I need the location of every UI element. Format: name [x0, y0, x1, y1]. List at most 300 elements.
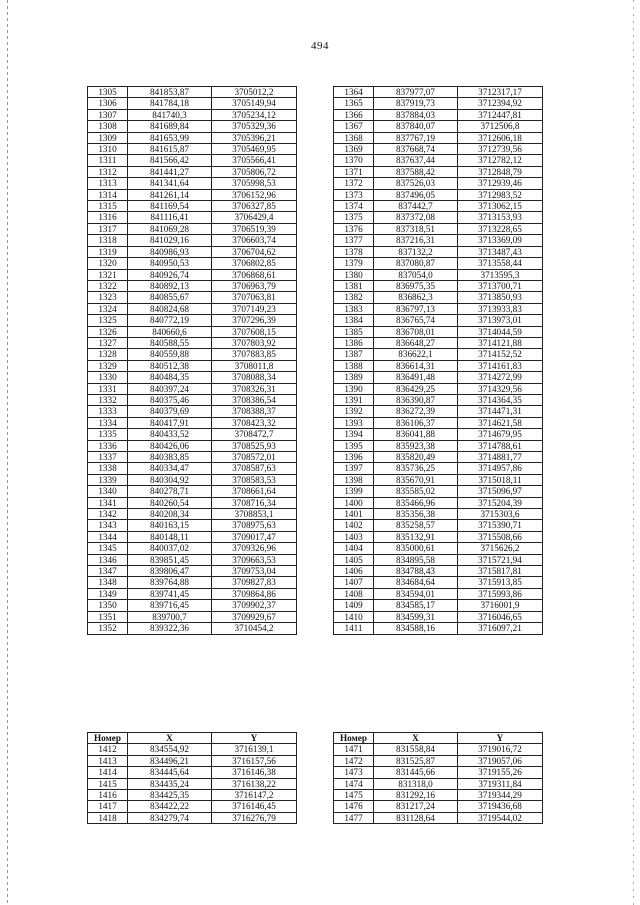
cell-number: 1407 [334, 577, 374, 588]
table-row [88, 269, 297, 280]
cell-y: 3714957,86 [458, 463, 543, 474]
table-row [334, 474, 543, 485]
table-row [334, 600, 543, 611]
cell-y: 3719155,26 [458, 767, 543, 778]
cell-number: 1413 [88, 755, 128, 766]
cell-x: 834554,92 [128, 744, 212, 755]
cell-number: 1397 [334, 463, 374, 474]
cell-number: 1330 [88, 372, 128, 383]
cell-number: 1394 [334, 429, 374, 440]
cell-number: 1375 [334, 212, 374, 223]
cell-x: 840260,54 [128, 497, 212, 508]
table-row [88, 566, 297, 577]
cell-x: 841169,54 [128, 201, 212, 212]
cell-x: 835258,57 [374, 520, 458, 531]
cell-number: 1368 [334, 132, 374, 143]
cell-number: 1379 [334, 258, 374, 269]
cell-x: 835356,38 [374, 509, 458, 520]
table-row [88, 178, 297, 189]
table-row [88, 303, 297, 314]
cell-number: 1409 [334, 600, 374, 611]
cell-y: 3705469,95 [212, 144, 297, 155]
cell-y: 3712782,12 [458, 155, 543, 166]
table-row [334, 429, 543, 440]
cell-y: 3705012,2 [212, 87, 297, 98]
cell-x: 836708,01 [374, 326, 458, 337]
cell-y: 3708525,93 [212, 440, 297, 451]
table-row [88, 577, 297, 588]
cell-x: 836429,25 [374, 383, 458, 394]
cell-y: 3709864,86 [212, 588, 297, 599]
cell-y: 3709827,83 [212, 577, 297, 588]
cell-y: 3706429,4 [212, 212, 297, 223]
cell-x: 834496,21 [128, 755, 212, 766]
cell-number: 1378 [334, 246, 374, 257]
cell-x: 835000,61 [374, 543, 458, 554]
cell-x: 834445,64 [128, 767, 212, 778]
table-body [334, 87, 543, 635]
table-row [334, 440, 543, 451]
cell-x: 837496,05 [374, 189, 458, 200]
cell-number: 1307 [88, 109, 128, 120]
table-row [334, 778, 543, 789]
cell-number: 1365 [334, 98, 374, 109]
table-row [334, 417, 543, 428]
cell-x: 841341,64 [128, 178, 212, 189]
cell-y: 3719057,06 [458, 755, 543, 766]
cell-x: 835466,96 [374, 497, 458, 508]
cell-x: 834279,74 [128, 812, 212, 823]
cell-x: 831445,66 [374, 767, 458, 778]
cell-y: 3708011,8 [212, 360, 297, 371]
cell-number: 1399 [334, 486, 374, 497]
cell-number: 1376 [334, 223, 374, 234]
table-row [88, 801, 297, 812]
cell-y: 3714121,88 [458, 337, 543, 348]
cell-number: 1329 [88, 360, 128, 371]
table-row [88, 744, 297, 755]
cell-number: 1475 [334, 790, 374, 801]
cell-y: 3713700,71 [458, 280, 543, 291]
cell-number: 1393 [334, 417, 374, 428]
cell-number: 1342 [88, 509, 128, 520]
cell-y: 3716046,65 [458, 611, 543, 622]
cell-number: 1369 [334, 144, 374, 155]
cell-x: 841566,42 [128, 155, 212, 166]
cell-y: 3714152,52 [458, 349, 543, 360]
cell-x: 840986,93 [128, 246, 212, 257]
cell-number: 1400 [334, 497, 374, 508]
cell-x: 840660,6 [128, 326, 212, 337]
cell-number: 1372 [334, 178, 374, 189]
cell-x: 836862,3 [374, 292, 458, 303]
cell-y: 3714161,83 [458, 360, 543, 371]
table [87, 732, 297, 824]
cell-x: 840950,53 [128, 258, 212, 269]
cell-number: 1321 [88, 269, 128, 280]
cell-number: 1405 [334, 554, 374, 565]
cell-number: 1383 [334, 303, 374, 314]
coordinates-table-top-left [87, 86, 297, 635]
cell-number: 1416 [88, 790, 128, 801]
cell-x: 837588,42 [374, 166, 458, 177]
header-x: X [128, 733, 212, 744]
cell-number: 1344 [88, 531, 128, 542]
cell-number: 1347 [88, 566, 128, 577]
cell-x: 834788,43 [374, 566, 458, 577]
table-body [88, 87, 297, 635]
cell-x: 836648,27 [374, 337, 458, 348]
cell-number: 1389 [334, 372, 374, 383]
cell-x: 840559,88 [128, 349, 212, 360]
table-row [88, 394, 297, 405]
cell-x: 837526,03 [374, 178, 458, 189]
cell-x: 837668,74 [374, 144, 458, 155]
cell-number: 1350 [88, 600, 128, 611]
table-row [88, 132, 297, 143]
cell-x: 837840,07 [374, 121, 458, 132]
table-row [88, 246, 297, 257]
header-y: Y [212, 733, 297, 744]
cell-x: 840375,46 [128, 394, 212, 405]
cell-x: 840855,67 [128, 292, 212, 303]
cell-number: 1305 [88, 87, 128, 98]
cell-number: 1328 [88, 349, 128, 360]
cell-number: 1340 [88, 486, 128, 497]
table-row [334, 166, 543, 177]
table-row [334, 337, 543, 348]
cell-x: 840512,38 [128, 360, 212, 371]
cell-y: 3715913,85 [458, 577, 543, 588]
cell-x: 831318,0 [374, 778, 458, 789]
cell-y: 3719544,02 [458, 812, 543, 823]
cell-y: 3714471,31 [458, 406, 543, 417]
table [333, 732, 543, 824]
cell-number: 1320 [88, 258, 128, 269]
table-row [334, 303, 543, 314]
cell-number: 1335 [88, 429, 128, 440]
cell-x: 837977,07 [374, 87, 458, 98]
table-row [88, 790, 297, 801]
cell-number: 1343 [88, 520, 128, 531]
cell-y: 3715204,39 [458, 497, 543, 508]
cell-y: 3713369,09 [458, 235, 543, 246]
cell-number: 1380 [334, 269, 374, 280]
table-row [88, 121, 297, 132]
cell-x: 840426,06 [128, 440, 212, 451]
table-row [88, 767, 297, 778]
page-number: 494 [311, 40, 329, 52]
cell-x: 840163,15 [128, 520, 212, 531]
cell-y: 3708587,63 [212, 463, 297, 474]
cell-x: 840588,55 [128, 337, 212, 348]
table-row [334, 577, 543, 588]
cell-number: 1316 [88, 212, 128, 223]
table-row [88, 588, 297, 599]
cell-x: 835736,25 [374, 463, 458, 474]
cell-y: 3716146,45 [212, 801, 297, 812]
cell-number: 1324 [88, 303, 128, 314]
table-row [334, 235, 543, 246]
cell-y: 3708472,7 [212, 429, 297, 440]
cell-y: 3715993,86 [458, 588, 543, 599]
table-row [334, 790, 543, 801]
cell-y: 3708661,64 [212, 486, 297, 497]
table-row [334, 144, 543, 155]
cell-x: 835585,02 [374, 486, 458, 497]
cell-x: 834588,16 [374, 623, 458, 634]
table-row [334, 315, 543, 326]
cell-x: 835820,49 [374, 452, 458, 463]
cell-y: 3712506,8 [458, 121, 543, 132]
cell-y: 3719311,84 [458, 778, 543, 789]
table-row [334, 554, 543, 565]
cell-number: 1348 [88, 577, 128, 588]
cell-y: 3716157,56 [212, 755, 297, 766]
table-row [334, 258, 543, 269]
table-row [88, 452, 297, 463]
cell-y: 3712447,81 [458, 109, 543, 120]
cell-y: 3705566,41 [212, 155, 297, 166]
table-row [334, 360, 543, 371]
table-row [334, 566, 543, 577]
cell-x: 837884,03 [374, 109, 458, 120]
cell-x: 841069,28 [128, 223, 212, 234]
table-row [334, 383, 543, 394]
cell-y: 3709929,67 [212, 611, 297, 622]
cell-number: 1404 [334, 543, 374, 554]
table-row [334, 497, 543, 508]
cell-number: 1364 [334, 87, 374, 98]
cell-x: 837132,2 [374, 246, 458, 257]
cell-x: 840926,74 [128, 269, 212, 280]
cell-y: 3712939,46 [458, 178, 543, 189]
table-row [88, 155, 297, 166]
cell-y: 3714272,99 [458, 372, 543, 383]
cell-x: 840892,13 [128, 280, 212, 291]
table-row [334, 212, 543, 223]
table-row [88, 98, 297, 109]
cell-number: 1349 [88, 588, 128, 599]
cell-number: 1387 [334, 349, 374, 360]
table-row [334, 486, 543, 497]
cell-x: 836614,31 [374, 360, 458, 371]
table-row [334, 178, 543, 189]
cell-y: 3714788,61 [458, 440, 543, 451]
cell-y: 3707296,39 [212, 315, 297, 326]
cell-x: 837318,51 [374, 223, 458, 234]
cell-y: 3708423,32 [212, 417, 297, 428]
cell-number: 1410 [334, 611, 374, 622]
cell-number: 1406 [334, 566, 374, 577]
cell-y: 3709663,53 [212, 554, 297, 565]
cell-x: 841441,27 [128, 166, 212, 177]
cell-number: 1474 [334, 778, 374, 789]
cell-y: 3714881,77 [458, 452, 543, 463]
cell-y: 3716138,22 [212, 778, 297, 789]
cell-x: 836765,74 [374, 315, 458, 326]
cell-y: 3716097,21 [458, 623, 543, 634]
cell-x: 837767,19 [374, 132, 458, 143]
cell-y: 3714044,59 [458, 326, 543, 337]
cell-number: 1382 [334, 292, 374, 303]
cell-number: 1367 [334, 121, 374, 132]
cell-number: 1374 [334, 201, 374, 212]
cell-y: 3712848,79 [458, 166, 543, 177]
cell-y: 3708716,34 [212, 497, 297, 508]
cell-x: 834599,31 [374, 611, 458, 622]
cell-x: 841116,41 [128, 212, 212, 223]
cell-number: 1337 [88, 452, 128, 463]
cell-y: 3716276,79 [212, 812, 297, 823]
cell-x: 835132,91 [374, 531, 458, 542]
cell-x: 841029,16 [128, 235, 212, 246]
table-row [88, 349, 297, 360]
table-row [88, 429, 297, 440]
cell-number: 1341 [88, 497, 128, 508]
cell-number: 1331 [88, 383, 128, 394]
cell-y: 3715817,81 [458, 566, 543, 577]
cell-x: 835923,38 [374, 440, 458, 451]
table-row [88, 531, 297, 542]
cell-y: 3708583,53 [212, 474, 297, 485]
cell-y: 3716001,9 [458, 600, 543, 611]
cell-x: 841784,18 [128, 98, 212, 109]
cell-number: 1408 [334, 588, 374, 599]
cell-number: 1418 [88, 812, 128, 823]
cell-y: 3716139,1 [212, 744, 297, 755]
cell-number: 1314 [88, 189, 128, 200]
table-row [334, 623, 543, 634]
table-row [88, 235, 297, 246]
cell-number: 1346 [88, 554, 128, 565]
cell-number: 1391 [334, 394, 374, 405]
table-row [334, 280, 543, 291]
cell-y: 3715018,11 [458, 474, 543, 485]
table-row [334, 509, 543, 520]
cell-y: 3713153,93 [458, 212, 543, 223]
table-row [88, 600, 297, 611]
cell-number: 1388 [334, 360, 374, 371]
cell-x: 834422,22 [128, 801, 212, 812]
table-row [88, 520, 297, 531]
table-row [334, 87, 543, 98]
cell-y: 3705998,53 [212, 178, 297, 189]
cell-x: 840484,35 [128, 372, 212, 383]
cell-number: 1373 [334, 189, 374, 200]
cell-y: 3705329,36 [212, 121, 297, 132]
cell-number: 1476 [334, 801, 374, 812]
cell-y: 3713487,43 [458, 246, 543, 257]
cell-number: 1333 [88, 406, 128, 417]
table-row [88, 292, 297, 303]
cell-x: 836106,37 [374, 417, 458, 428]
cell-y: 3707063,81 [212, 292, 297, 303]
cell-y: 3713973,01 [458, 315, 543, 326]
cell-y: 3714621,58 [458, 417, 543, 428]
cell-number: 1317 [88, 223, 128, 234]
table-row [334, 588, 543, 599]
cell-y: 3719436,68 [458, 801, 543, 812]
cell-x: 834425,35 [128, 790, 212, 801]
table-row [334, 201, 543, 212]
cell-number: 1352 [88, 623, 128, 634]
cell-y: 3705149,94 [212, 98, 297, 109]
cell-x: 837919,73 [374, 98, 458, 109]
cell-x: 840334,47 [128, 463, 212, 474]
cell-y: 3706704,62 [212, 246, 297, 257]
table-row [334, 292, 543, 303]
table-row [88, 497, 297, 508]
table-row [88, 372, 297, 383]
cell-number: 1325 [88, 315, 128, 326]
table-row [88, 360, 297, 371]
table-header-row [334, 733, 543, 744]
cell-y: 3714679,95 [458, 429, 543, 440]
cell-number: 1319 [88, 246, 128, 257]
table-row [88, 611, 297, 622]
table-row [334, 109, 543, 120]
cell-x: 837054,0 [374, 269, 458, 280]
cell-y: 3709017,47 [212, 531, 297, 542]
header-x: X [374, 733, 458, 744]
table-row [334, 755, 543, 766]
cell-y: 3708853,1 [212, 509, 297, 520]
cell-y: 3706327,85 [212, 201, 297, 212]
table-row [334, 452, 543, 463]
cell-y: 3715303,6 [458, 509, 543, 520]
table-row [334, 132, 543, 143]
header-number: Номер [334, 733, 374, 744]
table-row [88, 280, 297, 291]
table-row [334, 326, 543, 337]
cell-y: 3715508,66 [458, 531, 543, 542]
cell-number: 1366 [334, 109, 374, 120]
cell-number: 1415 [88, 778, 128, 789]
cell-y: 3708572,01 [212, 452, 297, 463]
cell-y: 3713558,44 [458, 258, 543, 269]
cell-x: 839741,45 [128, 588, 212, 599]
coordinates-table-bottom-left [87, 732, 297, 824]
cell-x: 839806,47 [128, 566, 212, 577]
cell-x: 840383,85 [128, 452, 212, 463]
cell-x: 840397,24 [128, 383, 212, 394]
cell-number: 1306 [88, 98, 128, 109]
cell-x: 840278,71 [128, 486, 212, 497]
cell-y: 3706152,96 [212, 189, 297, 200]
table-row [88, 417, 297, 428]
cell-x: 840304,92 [128, 474, 212, 485]
cell-x: 837080,87 [374, 258, 458, 269]
table-row [334, 744, 543, 755]
cell-y: 3714329,56 [458, 383, 543, 394]
cell-x: 840417,91 [128, 417, 212, 428]
cell-x: 841653,99 [128, 132, 212, 143]
cell-y: 3712606,18 [458, 132, 543, 143]
cell-y: 3707883,85 [212, 349, 297, 360]
scan-edge-left [7, 0, 8, 905]
cell-x: 836491,48 [374, 372, 458, 383]
cell-y: 3713933,83 [458, 303, 543, 314]
cell-y: 3712317,17 [458, 87, 543, 98]
cell-number: 1403 [334, 531, 374, 542]
cell-number: 1322 [88, 280, 128, 291]
cell-number: 1401 [334, 509, 374, 520]
cell-number: 1313 [88, 178, 128, 189]
table-row [334, 611, 543, 622]
cell-y: 3715626,2 [458, 543, 543, 554]
table-row [88, 755, 297, 766]
